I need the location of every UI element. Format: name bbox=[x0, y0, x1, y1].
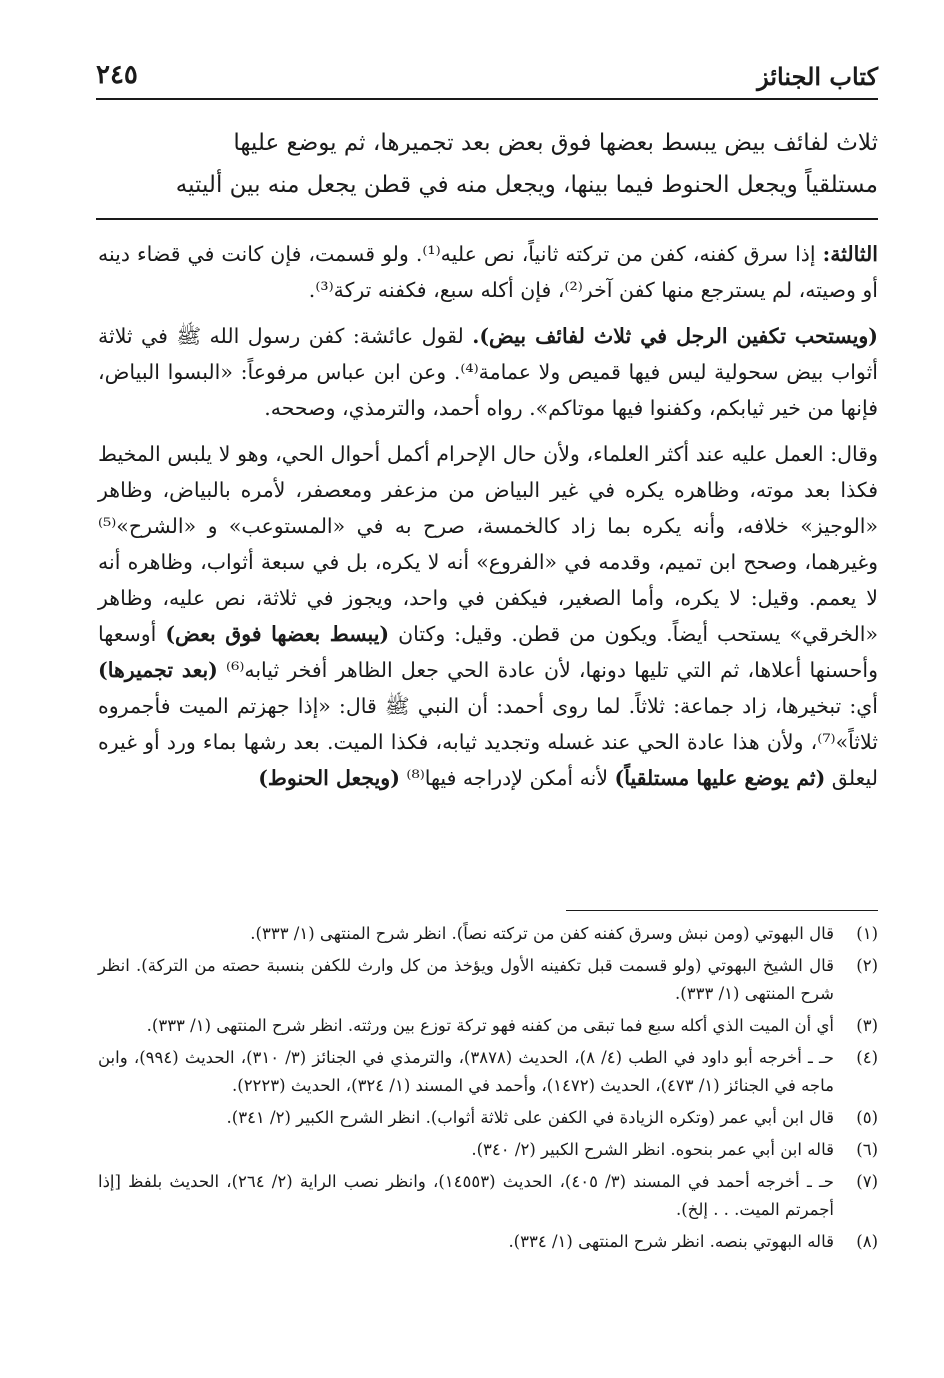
commentary-paragraph bbox=[98, 436, 878, 796]
quoted-matn: (ثم يوضع عليها مستلقياً) bbox=[614, 766, 826, 790]
quoted-matn: (بعد تجميرها) bbox=[98, 658, 218, 682]
matn-divider bbox=[96, 218, 878, 220]
footnote-number: (٦) bbox=[856, 1140, 878, 1159]
page-number: ٢٤٥ bbox=[96, 60, 138, 90]
matn-line: مستلقياً ويجعل الحنوط فيما بينها، ويجعل منه في قطن يجعل منه بين أليتيه bbox=[175, 172, 878, 198]
footnote-text: حـ ـ أخرجه أحمد في المسند (٣/ ٤٠٥)، الحديث (١٤٥٥٣)، وانظر نصب الراية (٢/ ٢٦٤)، الحديث بلفظ [إذا أجمرتم الميت. . . إلخ). bbox=[98, 1172, 834, 1219]
footnote bbox=[98, 1012, 878, 1040]
footnote-number: (٨) bbox=[856, 1232, 878, 1251]
footnote bbox=[98, 1228, 878, 1256]
paragraph-body: وقال: العمل عليه عند أكثر العلماء، ولأن حال الإحرام أكمل أحوال الحي، وهو لا يلبس المخيط فكذا بعد موته، وظاهره يكره في غير البياض من مزعفر ومعصفر، لأمره بالبياض، وظاهر «الوجيز» خلافه، وأنه يكره بما زاد كالخمسة، صرح به في «المستوعب» و «الشرح»⁽⁵⁾ وغيرهما، وصحح ابن تميم، وقدمه في «الفروع» أنه لا يكره، بل في سبعة أثواب، وظاهره أنه لا يعمم. وقيل: لا يكره، وأما الصغير، فيكفن في واحد، ويجوز في ثلاثة، نص عليه، وظاهر «الخرقي» يستحب أيضاً. ويكون من قطن. وقيل: وكتان bbox=[98, 442, 878, 646]
paragraph-body: لأنه أمكن لإدراجه فيها⁽⁸⁾ bbox=[399, 766, 615, 790]
paragraph-body: أي: تبخيرها، زاد جماعة: ثلاثاً. لما روى أحمد: أن النبي ﷺ قال: «إذا جهزتم الميت فأجمروه ثلاثاً»⁽⁷⁾، ولأن هذا عادة الحي عند غسله وتجديد ثيابه، فكذا الميت. بعد رشها بماء ورد أو غيره ليعلق bbox=[98, 694, 878, 790]
paragraph-lead: الثالثة: bbox=[822, 242, 878, 266]
commentary-text bbox=[98, 236, 878, 796]
footnote-divider bbox=[566, 910, 878, 911]
footnote-text: قال الشيخ البهوتي (ولو قسمت قبل تكفينه الأول ويؤخذ من كل وارث للكفن بنسبة حصته من التركة). انظر شرح المنتهى (١/ ٣٣٣). bbox=[98, 956, 834, 1003]
footnote-text: قاله ابن أبي عمر بنحوه. انظر الشرح الكبير (٢/ ٣٤٠). bbox=[471, 1140, 834, 1159]
footnote-text: قال البهوتي (ومن نبش وسرق كفنه كفن من تركته نصاً). انظر شرح المنتهى (١/ ٣٣٣). bbox=[250, 924, 834, 943]
paragraph-body: أوسعها وأحسنها أعلاها، ثم التي تليها دونها، لأن عادة الحي جعل الظاهر أفخر ثيابه⁽⁶⁾ bbox=[98, 622, 878, 682]
running-title: كتاب الجنائز bbox=[757, 62, 878, 91]
footnote-number: (٤) bbox=[856, 1048, 878, 1067]
footnote bbox=[98, 952, 878, 1008]
footnote-text: قال ابن أبي عمر (وتكره الزيادة في الكفن على ثلاثة أثواب). انظر الشرح الكبير (٢/ ٣٤١). bbox=[226, 1108, 834, 1127]
footnote-number: (٢) bbox=[856, 956, 878, 975]
footnote-number: (٧) bbox=[856, 1172, 878, 1191]
matn-line: ثلاث لفائف بيض يبسط بعضها فوق بعض بعد تجميرها، ثم يوضع عليها bbox=[233, 130, 878, 156]
paragraph-body: لقول عائشة: كفن رسول الله ﷺ في ثلاثة أثواب بيض سحولية ليس فيها قميص ولا عمامة⁽⁴⁾. وعن ابن عباس مرفوعاً: «البسوا البياض، فإنها من خير ثيابكم، وكفنوا فيها موتاكم». رواه أحمد، والترمذي، وصححه. bbox=[98, 324, 878, 420]
footnote bbox=[98, 920, 878, 948]
footnote-text: أي أن الميت الذي أكله سبع فما تبقى من كفنه فهو تركة توزع بين ورثته. انظر شرح المنتهى (١/ ٣٣٣). bbox=[146, 1016, 834, 1035]
footnote bbox=[98, 1168, 878, 1224]
quoted-matn: (يبسط بعضها فوق بعض) bbox=[165, 622, 390, 646]
footnote bbox=[98, 1136, 878, 1164]
paragraph-body: إذا سرق كفنه، كفن من تركته ثانياً، نص عليه⁽¹⁾. ولو قسمت، فإن كانت في قضاء دينه أو وصيته، لم يسترجع منها كفن آخر⁽²⁾، فإن أكله سبع، فكفنه تركة⁽³⁾. bbox=[98, 242, 878, 302]
footnotes bbox=[98, 920, 878, 1260]
footnote bbox=[98, 1044, 878, 1100]
footnote-text: حـ ـ أخرجه أبو داود في الطب (٤/ ٨)، الحديث (٣٨٧٨)، والترمذي في الجنائز (٣/ ٣١٠)، الحديث (٩٩٤)، وابن ماجه في الجنائز (١/ ٤٧٣)، الحديث (١٤٧٢)، وأحمد في المسند (١/ ٣٢٤)، الحديث (٢٢٢٣). bbox=[98, 1048, 834, 1095]
quoted-matn: (ويجعل الحنوط) bbox=[258, 766, 400, 790]
commentary-paragraph bbox=[98, 318, 878, 426]
commentary-paragraph bbox=[98, 236, 878, 308]
footnote-number: (٣) bbox=[856, 1016, 878, 1035]
footnote bbox=[98, 1104, 878, 1132]
matn-text bbox=[98, 122, 878, 206]
footnote-number: (١) bbox=[856, 924, 878, 943]
footnote-number: (٥) bbox=[856, 1108, 878, 1127]
page-header bbox=[96, 58, 878, 100]
footnote-text: قاله البهوتي بنصه. انظر شرح المنتهى (١/ ٣٣٤). bbox=[508, 1232, 834, 1251]
quoted-matn: (ويستحب تكفين الرجل في ثلاث لفائف بيض). bbox=[472, 324, 878, 348]
